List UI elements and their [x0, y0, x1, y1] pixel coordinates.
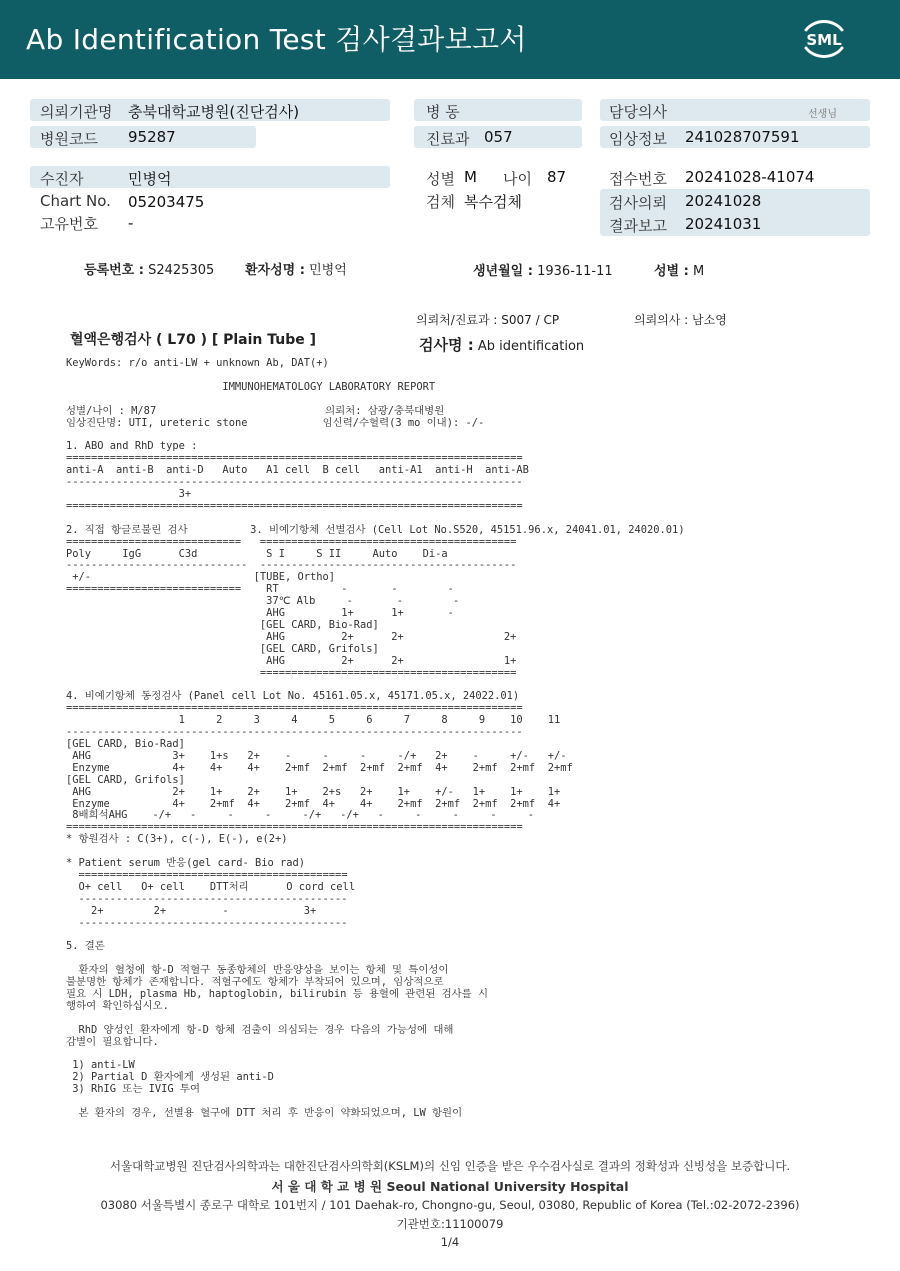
- report-line: ----------------------------- -----------------------------------------: [66, 559, 517, 572]
- report-line: [GEL CARD, Grifols]: [66, 773, 185, 786]
- report-line: 감별이 필요합니다.: [66, 1035, 159, 1048]
- report-line: O+ cell O+ cell DTT처리 O cord cell: [66, 880, 356, 893]
- reg-number: 등록번호 : S2425305: [84, 263, 215, 278]
- uid-value: -: [128, 214, 134, 232]
- report-date-label: 결과보고: [609, 217, 667, 235]
- report-line: 37℃ Alb - - -: [66, 595, 460, 608]
- request-value: 20241028: [685, 192, 762, 210]
- report-line: ============================ RT - - -: [66, 583, 454, 596]
- report-line: ===========================================: [66, 868, 348, 881]
- report-line: * 항원검사 : C(3+), c(-), E(-), e(2+): [66, 833, 288, 846]
- referring-doctor: 의뢰의사 : 남소영: [634, 313, 727, 327]
- patient-name: 환자성명 : 민병억: [245, 263, 347, 278]
- report-line: Enzyme 4+ 2+mf 4+ 2+mf 4+ 4+ 2+mf 2+mf 2+mf 2+mf 4+: [66, 797, 561, 810]
- report-line: [66, 394, 685, 406]
- report-line: 5. 결론: [66, 940, 105, 953]
- sex-value: M: [464, 168, 477, 186]
- report-line: -------------------------------------------------------------------------: [66, 726, 523, 739]
- report-line: 필요 시 LDH, plasma Hb, haptoglobin, bilirubin 등 용혈에 관련된 검사를 시: [66, 988, 489, 1001]
- report-line: 1) anti-LW: [66, 1059, 135, 1072]
- hospital-code-value: 95287: [128, 128, 176, 146]
- report-line: =========================================================================: [66, 821, 523, 834]
- institution-value: 충북대학교병원(진단검사): [128, 103, 300, 121]
- report-line: 불분명한 항체가 존재합니다. 적혈구에도 항체가 부착되어 있으며, 임상적으로: [66, 976, 444, 989]
- uid-label: 고유번호: [40, 215, 98, 233]
- report-line: 환자의 혈청에 항-D 적혈구 동종항체의 반응양상을 보이는 항체 및 특이성이: [66, 964, 449, 977]
- clinical-value: 241028707591: [685, 128, 800, 146]
- doctor-value: 선생님: [808, 109, 837, 120]
- institution-label: 의뢰기관명: [40, 103, 113, 121]
- report-line: [66, 1049, 685, 1061]
- report-line: -------------------------------------------: [66, 916, 348, 929]
- hospital-code-label: 병원코드: [40, 130, 98, 148]
- footer-address: 03080 서울특별시 종로구 대학로 101번지 / 101 Daehak-ro, Chongno-gu, Seoul, 03080, Republic of Korea (Tel.:02-2072-2396): [100, 1198, 800, 1212]
- specimen-label: 검체: [426, 193, 455, 211]
- report-line: [GEL CARD, Bio-Rad]: [66, 618, 379, 631]
- doctor-label: 담당의사: [609, 103, 667, 121]
- logo-text: SML: [806, 31, 842, 49]
- footer-institution-number: 기관번호:11100079: [396, 1217, 504, 1231]
- report-line: 2) Partial D 환자에게 생성된 anti-D: [66, 1071, 274, 1084]
- chart-label: Chart No.: [40, 192, 111, 210]
- patient-label: 수진자: [40, 170, 84, 188]
- ward-label: 병 동: [426, 103, 460, 121]
- report-line: AHG 2+ 2+ 1+: [66, 654, 517, 667]
- report-line: =========================================================================: [66, 702, 523, 715]
- report-line: * Patient serum 반응(gel card- Bio rad): [66, 857, 306, 870]
- page-number: 1/4: [440, 1235, 460, 1249]
- report-line: [GEL CARD, Bio-Rad]: [66, 738, 185, 750]
- report-line: [66, 1013, 685, 1025]
- report-line: 임상진단명: UTI, ureteric stone 임신력/수혈력(3 mo 이내): -/-: [66, 416, 485, 429]
- patient-band: [30, 166, 390, 188]
- birth-date: 생년월일 : 1936-11-11: [473, 264, 613, 279]
- report-line: ============================ =========================================: [66, 535, 517, 548]
- report-line: 2. 직접 항글로불린 검사 3. 비예기항체 선별검사 (Cell Lot No.S520, 45151.96.x, 24041.01, 24020.01): [66, 523, 685, 536]
- report-line: Poly IgG C3d S I S II Auto Di-a: [66, 547, 448, 560]
- receipt-value: 20241028-41074: [685, 168, 815, 186]
- patient-sex: 성별 : M: [654, 264, 705, 279]
- report-line: [GEL CARD, Grifols]: [66, 642, 379, 655]
- report-line: Enzyme 4+ 4+ 4+ 2+mf 2+mf 2+mf 2+mf 4+ 2+mf 2+mf 2+mf: [66, 761, 573, 774]
- report-line: 성별/나이 : M/87 의뢰처: 삼광/충북대병원: [66, 404, 445, 417]
- report-line: -------------------------------------------------------------------------: [66, 476, 523, 489]
- report-line: 8배희석AHG -/+ - - - -/+ -/+ - - - - -: [66, 809, 535, 822]
- report-line: anti-A anti-B anti-D Auto A1 cell B cell anti-A1 anti-H anti-AB: [66, 464, 529, 477]
- report-line: 행하여 확인하십시오.: [66, 999, 169, 1012]
- exam-name: 검사명 : Ab identification: [419, 336, 585, 354]
- footer-hospital-name: 서 울 대 학 교 병 원 Seoul National University Hospital: [271, 1179, 629, 1194]
- age-label: 나이: [503, 170, 532, 188]
- report-line: KeyWords: r/o anti-LW + unknown Ab, DAT(+): [66, 357, 329, 369]
- chart-value: 05203475: [128, 193, 205, 211]
- report-line: 2+ 2+ - 3+: [66, 904, 317, 917]
- report-line: [66, 930, 685, 942]
- footer-certification: 서울대학교병원 진단검사의학과는 대한진단검사의학회(KSLM)의 신임 인증을 받은 우수검사실로 결과의 정확성과 신빙성을 보증합니다.: [109, 1159, 791, 1173]
- report-line: =========================================================================: [66, 452, 523, 465]
- request-label: 검사의뢰: [609, 194, 667, 212]
- sml-logo-icon: [796, 14, 852, 64]
- report-date-value: 20241031: [685, 215, 762, 233]
- blood-bank-title: 혈액은행검사 ( L70 ) [ Plain Tube ]: [70, 332, 317, 348]
- report-line: +/- [TUBE, Ortho]: [66, 571, 335, 584]
- report-line: 1 2 3 4 5 6 7 8 9 10 11: [66, 714, 561, 727]
- report-line: =========================================: [66, 666, 517, 679]
- report-line: =========================================================================: [66, 499, 523, 512]
- report-line: AHG 3+ 1+s 2+ - - - -/+ 2+ - +/- +/-: [66, 749, 567, 762]
- receipt-label: 접수번호: [609, 170, 667, 188]
- dept-line: 의뢰처/진료과 : S007 / CP: [416, 313, 560, 327]
- report-body: [66, 358, 685, 1120]
- report-line: 3) RhIG 또는 IVIG 투여: [66, 1083, 200, 1096]
- patient-value: 민병억: [128, 170, 172, 188]
- report-line: 3+: [66, 487, 192, 500]
- sex-label: 성별: [426, 170, 455, 188]
- report-line: 1. ABO and RhD type :: [66, 440, 198, 453]
- report-line: RhD 양성인 환자에게 항-D 항체 검출이 의심되는 경우 다음의 가능성에 대해: [66, 1023, 454, 1036]
- report-line: 본 환자의 경우, 선별용 혈구에 DTT 처리 후 반응이 약화되었으며, LW 항원이: [66, 1107, 463, 1120]
- header-bar: [0, 0, 900, 79]
- dept-value: 057: [484, 128, 513, 146]
- report-line: 4. 비예기항체 동정검사 (Panel cell Lot No. 45161.05.x, 45171.05.x, 24022.01): [66, 690, 520, 703]
- age-value: 87: [547, 168, 567, 186]
- report-line: IMMUNOHEMATOLOGY LABORATORY REPORT: [66, 380, 436, 393]
- specimen-value: 복수검체: [464, 193, 522, 211]
- report-line: AHG 1+ 1+ -: [66, 607, 454, 620]
- report-line: -------------------------------------------: [66, 892, 348, 905]
- report-line: AHG 2+ 1+ 2+ 1+ 2+s 2+ 1+ +/- 1+ 1+ 1+: [66, 785, 561, 798]
- dept-label: 진료과: [426, 130, 470, 148]
- report-title: Ab Identification Test 검사결과보고서: [26, 23, 527, 56]
- clinical-label: 임상정보: [609, 130, 667, 148]
- report-line: AHG 2+ 2+ 2+: [66, 630, 517, 643]
- report-line: [66, 513, 685, 525]
